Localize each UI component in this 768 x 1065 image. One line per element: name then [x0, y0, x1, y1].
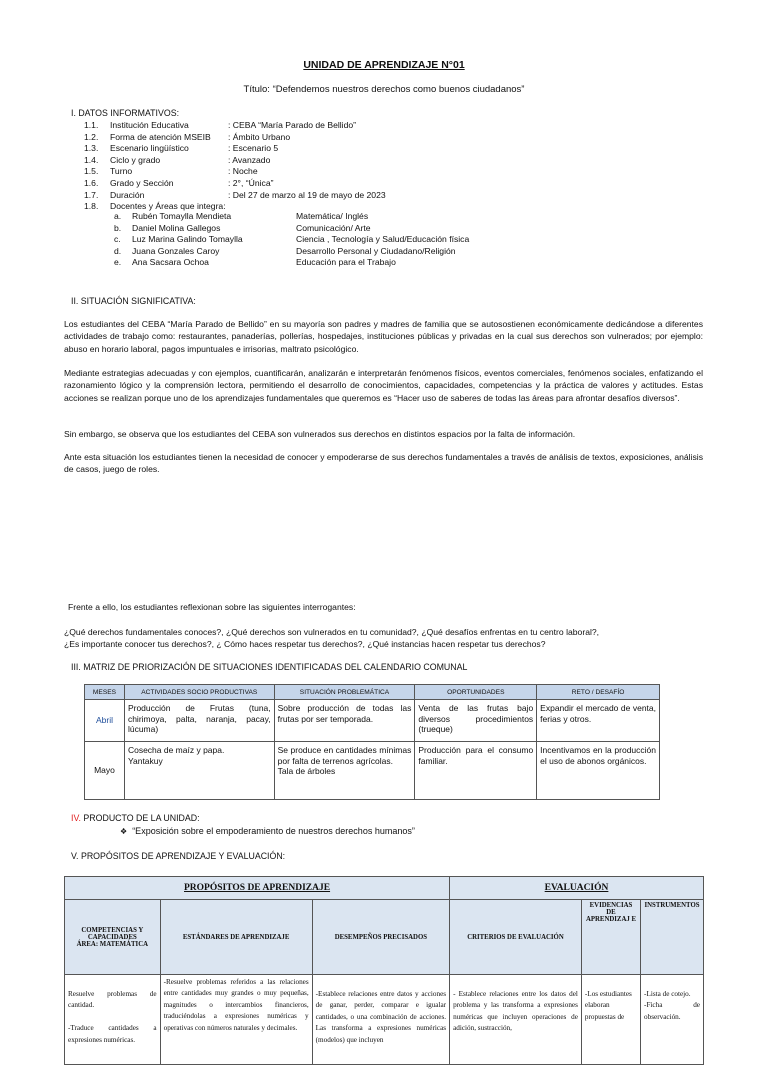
section-4-heading: IV. PRODUCTO DE LA UNIDAD:: [71, 813, 200, 823]
item-label: Ciclo y grado: [110, 154, 161, 165]
teacher-letter: a.: [114, 211, 122, 221]
header-challenge: RETO / DESAFÍO: [537, 685, 660, 700]
document-title: UNIDAD DE APRENDIZAJE N°01: [303, 59, 465, 71]
item-number: 1.5.: [84, 166, 99, 177]
list-item: [84, 155, 270, 166]
month-cell: Mayo: [85, 742, 125, 800]
item-value: : Escenario 5: [228, 143, 279, 154]
item-value: : Avanzado: [228, 154, 271, 165]
month-cell: Abril: [85, 700, 125, 742]
competencias-cell: Resuelve problemas de cantidad. -Traduce cantidades a expresiones numéricas.: [65, 975, 161, 1065]
table-row: [65, 975, 704, 1065]
purposes-band: PROPÓSITOS DE APRENDIZAJE: [65, 877, 450, 900]
header-activities: ACTIVIDADES SOCIO PRODUCTIVAS: [124, 685, 274, 700]
header-opportunities: OPORTUNIDADES: [415, 685, 537, 700]
teacher-item: [114, 211, 368, 222]
list-item: [84, 120, 356, 131]
teacher-name: Rubén Tomaylla Mendieta: [132, 211, 232, 221]
item-number: 1.7.: [84, 189, 99, 200]
question-line-1: ¿Qué derechos fundamentales conoces?, ¿Qué derechos son vulnerados en tu comunidad?, ¿Qué desafíos enfrentas en tu centro laboral?,: [64, 627, 600, 637]
opportunity-cell: Producción para el consumo familiar.: [415, 742, 537, 800]
teacher-item: [114, 246, 456, 257]
item-value: : Noche: [228, 166, 258, 177]
list-item: [84, 166, 258, 177]
teacher-area: Desarrollo Personal y Ciudadano/Religión: [296, 245, 456, 256]
product-bullet: ❖ “Exposición sobre el empoderamiento de nuestros derechos humanos”: [120, 826, 415, 836]
paragraph-4: Ante esta situación los estudiantes tienen la necesidad de conocer y empoderarse de sus derechos fundamentales a través de análisis de textos, exposiciones, análisis de casos, juego de roles.: [64, 452, 703, 475]
item-label: Turno: [110, 166, 133, 177]
section-4-numeral: IV.: [71, 813, 81, 823]
item-label: Docentes y Áreas que integra:: [110, 201, 226, 212]
item-number: 1.8.: [84, 201, 99, 212]
item-value: : 2°, “Única”: [228, 178, 274, 188]
header-criterios: CRITERIOS DE EVALUACIÓN: [450, 900, 582, 975]
header-estandares: ESTÁNDARES DE APRENDIZAJE: [160, 900, 312, 975]
list-item: [84, 132, 290, 143]
list-item: [84, 143, 278, 154]
item-label: Escenario lingüístico: [110, 143, 189, 154]
teacher-letter: e.: [114, 257, 122, 268]
list-item: [84, 178, 273, 189]
opportunity-cell: Venta de las frutas bajo diversos procedimientos (trueque): [415, 700, 537, 742]
desempenos-cell: -Establece relaciones entre datos y acciones de ganar, perder, comparar e igualar cantidades, o una combinación de acciones. Las transforma a expresiones numéricas (modelos) que incluyen: [312, 975, 449, 1065]
table-row: [85, 700, 660, 742]
teacher-area: Comunicación/ Arte: [296, 222, 371, 233]
purposes-evaluation-table: [64, 876, 704, 1065]
header-months: MESES: [85, 685, 125, 700]
item-label: Duración: [110, 189, 145, 200]
teacher-letter: b.: [114, 222, 122, 233]
item-label: Forma de atención MSEIB: [110, 131, 211, 142]
criterios-cell: - Establece relaciones entre los datos del problema y las transforma a expresiones numéricas que incluyen operaciones de adición, sustracción,: [450, 975, 582, 1065]
section-1-heading: I. DATOS INFORMATIVOS:: [71, 108, 180, 118]
item-value: : CEBA “María Parado de Bellido”: [228, 120, 357, 130]
teacher-area: Ciencia , Tecnología y Salud/Educación física: [296, 234, 470, 245]
header-competencias: COMPETENCIAS Y CAPACIDADES ÁREA: MATEMÁTICA: [65, 900, 161, 975]
paragraph-5: Frente a ello, los estudiantes reflexionan sobre las siguientes interrogantes:: [68, 602, 356, 612]
teacher-name: Daniel Molina Gallegos: [132, 222, 221, 233]
header-instrumentos: INSTRUMENTOS: [641, 900, 704, 975]
teacher-name: Juana Gonzales Caroy: [132, 245, 220, 256]
item-number: 1.2.: [84, 131, 99, 142]
activity-cell: Cosecha de maíz y papa. Yantakuy: [124, 742, 274, 800]
activity-cell: Producción de Frutas (tuna, chirimoya, palta, naranja, pacay, lúcuma): [124, 700, 274, 742]
priority-matrix-table: [84, 684, 660, 800]
item-number: 1.3.: [84, 143, 99, 154]
paragraph-2: Mediante estrategias adecuadas y con ejemplos, cuantificarán, analizarán e interpretarán fenómenos físicos, eventos comerciales, fenómenos sociales, enfatizando el razonamiento lógico y la comprensión lectora, permitiendo el desarrollo de conocimientos, capacidades, competencias y la práctica de valores y actitudes. Estas acciones se realizan porque uno de los aprendizajes fundamentales que queremos es “Hacer uso de saberes de todas las áreas para afrontar desafíos diversos”.: [64, 368, 703, 403]
question-line-2: ¿Es importante conocer tus derechos?, ¿ Cómo haces respetar tus derechos?, ¿Qué instancias hacen respetar tus derechos?: [64, 639, 546, 649]
header-evidencias: EVIDENCIAS DE APRENDIZAJ E: [581, 900, 640, 975]
evaluation-band: EVALUACIÓN: [450, 877, 704, 900]
item-value: : Del 27 de marzo al 19 de mayo de 2023: [228, 189, 386, 200]
teacher-area: Matemática/ Inglés: [296, 211, 369, 221]
teacher-letter: d.: [114, 245, 122, 256]
teacher-item: [114, 223, 371, 234]
item-number: 1.6.: [84, 178, 99, 188]
paragraph-3: Sin embargo, se observa que los estudiantes del CEBA son vulnerados sus derechos en distintos espacios por la falta de información.: [64, 429, 576, 439]
estandares-cell: -Resuelve problemas referidos a las relaciones entre cantidades muy grandes o muy pequeñas, magnitudes o intercambios financieros, traduciéndolas a expresiones numéricas y operativas con números naturales y decimales.: [160, 975, 312, 1065]
item-number: 1.4.: [84, 154, 99, 165]
item-value: : Ámbito Urbano: [228, 131, 291, 142]
problem-cell: Sobre producción de todas las frutas por ser temporada.: [274, 700, 415, 742]
teacher-area: Educación para el Trabajo: [296, 257, 396, 268]
teacher-letter: c.: [114, 234, 121, 245]
header-problem: SITUACIÓN PROBLEMÁTICA: [274, 685, 415, 700]
item-number: 1.1.: [84, 120, 99, 130]
section-3-heading: III. MATRIZ DE PRIORIZACIÓN DE SITUACIONES IDENTIFICADAS DEL CALENDARIO COMUNAL: [71, 662, 468, 672]
item-label: Grado y Sección: [110, 178, 174, 188]
teacher-item: [114, 234, 469, 245]
teacher-item: [114, 257, 396, 268]
paragraph-1: Los estudiantes del CEBA “María Parado de Bellido” en su mayoría son padres y madres de familia que se autosostienen económicamente dedicándose a diferentes actividades de trabajo como: restaurantes, panaderías, pollerías, hospedajes, instituciones públicas y privadas en la cual sus derechos son vulnerados; por ejemplo: abuso en horario laboral, pagos impuntuales e irrisorias, maltrato psicológico.: [64, 319, 703, 354]
header-desempenos: DESEMPEÑOS PRECISADOS: [312, 900, 449, 975]
teacher-name: Luz Marina Galindo Tomaylla: [132, 234, 243, 245]
item-label: Institución Educativa: [110, 120, 189, 130]
evidencias-cell: -Los estudiantes elaboran propuestas de: [581, 975, 640, 1065]
challenge-cell: Expandir el mercado de venta, ferias y otros.: [537, 700, 660, 742]
challenge-cell: Incentivamos en la producción el uso de abonos orgánicos.: [537, 742, 660, 800]
unit-subtitle: Título: “Defendemos nuestros derechos como buenos ciudadanos”: [243, 84, 525, 95]
list-item: [84, 190, 386, 201]
diamond-bullet-icon: ❖: [120, 827, 128, 836]
teacher-name: Ana Sacsara Ochoa: [132, 257, 209, 268]
problem-cell: Se produce en cantidades mínimas por falta de terrenos agrícolas. Tala de árboles: [274, 742, 415, 800]
section-5-heading: V. PROPÓSITOS DE APRENDIZAJE Y EVALUACIÓN:: [71, 851, 286, 861]
section-2-heading: II. SITUACIÓN SIGNIFICATIVA:: [71, 296, 196, 306]
table-row: [85, 742, 660, 800]
instrumentos-cell: -Lista de cotejo. -Ficha de observación.: [641, 975, 704, 1065]
